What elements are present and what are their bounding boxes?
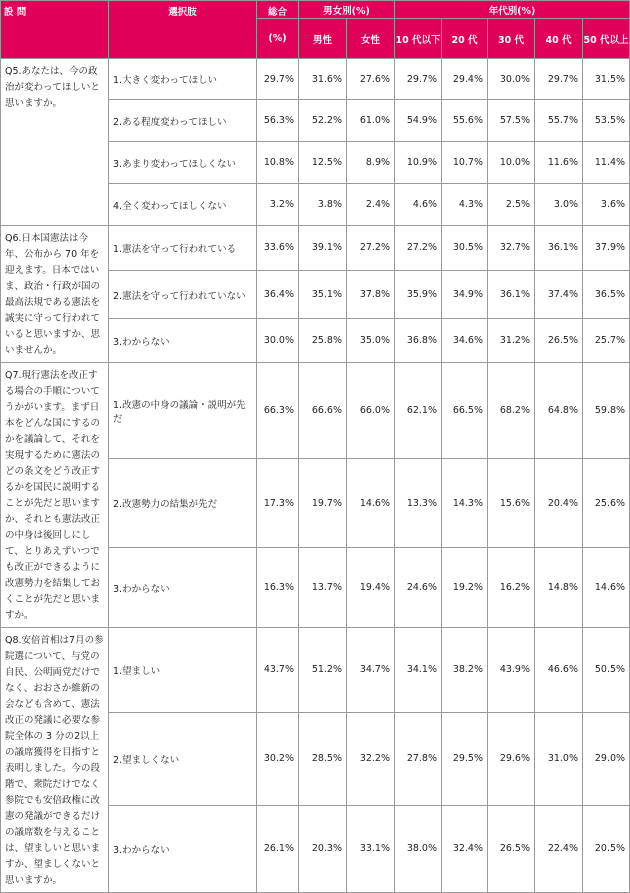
percent-cell: 10.8% bbox=[257, 142, 299, 184]
choice-label: 2.憲法を守って行われていない bbox=[109, 270, 257, 318]
table-row bbox=[1, 59, 630, 100]
percent-cell: 37.9% bbox=[583, 226, 630, 271]
percent-cell: 2.5% bbox=[488, 184, 535, 226]
percent-cell: 34.6% bbox=[442, 319, 488, 363]
choice-label: 3.わからない bbox=[109, 319, 257, 363]
header-age-20: 20 代 bbox=[442, 19, 488, 59]
choice-label: 3.わからない bbox=[109, 548, 257, 628]
header-total: 総合 bbox=[257, 1, 299, 19]
percent-cell: 34.9% bbox=[442, 270, 488, 318]
percent-cell: 14.3% bbox=[442, 459, 488, 548]
percent-cell: 30.0% bbox=[257, 319, 299, 363]
percent-cell: 30.0% bbox=[488, 59, 535, 100]
percent-cell: 62.1% bbox=[395, 363, 442, 459]
percent-cell: 15.6% bbox=[488, 459, 535, 548]
header-age-10: 10 代以下 bbox=[395, 19, 442, 59]
percent-cell: 68.2% bbox=[488, 363, 535, 459]
header-age-40: 40 代 bbox=[535, 19, 583, 59]
question-text: Q7.現行憲法を改正する場合の手順についてうかがいます。まず日本をどんな国にするのかを議論して、それを実現するために憲法のどの条文をどう改正するかを国民に説明することが先だと思いますか、それとも憲法改正の中身は後回しにして、とりあえずいつでも改正ができるように改憲勢力を結集しておくことが先だと思いますか。 bbox=[1, 363, 109, 628]
percent-cell: 64.8% bbox=[535, 363, 583, 459]
percent-cell: 12.5% bbox=[299, 142, 347, 184]
percent-cell: 26.1% bbox=[257, 805, 299, 892]
header-age-50: 50 代以上 bbox=[583, 19, 630, 59]
percent-cell: 27.6% bbox=[347, 59, 395, 100]
percent-cell: 3.0% bbox=[535, 184, 583, 226]
percent-cell: 29.4% bbox=[442, 59, 488, 100]
question-text: Q6.日本国憲法は今年、公布から 70 年を迎えます。日本ではいま、政治・行政が国の最高法規である憲法を誠実に守って行われていると思いますか、思いませんか。 bbox=[1, 226, 109, 363]
percent-cell: 13.3% bbox=[395, 459, 442, 548]
percent-cell: 34.7% bbox=[347, 628, 395, 713]
choice-label: 1.望ましい bbox=[109, 628, 257, 713]
choice-label: 2.改憲勢力の結集が先だ bbox=[109, 459, 257, 548]
percent-cell: 35.0% bbox=[347, 319, 395, 363]
percent-cell: 55.6% bbox=[442, 100, 488, 142]
percent-cell: 54.9% bbox=[395, 100, 442, 142]
percent-cell: 10.7% bbox=[442, 142, 488, 184]
percent-cell: 2.4% bbox=[347, 184, 395, 226]
survey-results-body bbox=[1, 59, 630, 893]
percent-cell: 53.5% bbox=[583, 100, 630, 142]
percent-cell: 27.2% bbox=[347, 226, 395, 271]
question-text: Q5.あなたは、今の政治が変わってほしいと思いますか。 bbox=[1, 59, 109, 226]
percent-cell: 25.7% bbox=[583, 319, 630, 363]
percent-cell: 61.0% bbox=[347, 100, 395, 142]
percent-cell: 19.2% bbox=[442, 548, 488, 628]
percent-cell: 32.4% bbox=[442, 805, 488, 892]
percent-cell: 33.6% bbox=[257, 226, 299, 271]
header-female: 女性 bbox=[347, 19, 395, 59]
percent-cell: 56.3% bbox=[257, 100, 299, 142]
percent-cell: 66.0% bbox=[347, 363, 395, 459]
percent-cell: 66.5% bbox=[442, 363, 488, 459]
percent-cell: 37.4% bbox=[535, 270, 583, 318]
percent-cell: 3.2% bbox=[257, 184, 299, 226]
choice-label: 1.改憲の中身の議論・説明が先だ bbox=[109, 363, 257, 459]
percent-cell: 26.5% bbox=[535, 319, 583, 363]
percent-cell: 4.3% bbox=[442, 184, 488, 226]
table-row bbox=[1, 363, 630, 459]
percent-cell: 66.3% bbox=[257, 363, 299, 459]
percent-cell: 4.6% bbox=[395, 184, 442, 226]
percent-cell: 46.6% bbox=[535, 628, 583, 713]
choice-label: 3.わからない bbox=[109, 805, 257, 892]
percent-cell: 27.2% bbox=[395, 226, 442, 271]
percent-cell: 10.9% bbox=[395, 142, 442, 184]
choice-label: 2.望ましくない bbox=[109, 712, 257, 805]
choice-label: 3.あまり変わってほしくない bbox=[109, 142, 257, 184]
percent-cell: 36.5% bbox=[583, 270, 630, 318]
percent-cell: 50.5% bbox=[583, 628, 630, 713]
percent-cell: 38.2% bbox=[442, 628, 488, 713]
header-gender: 男女別(%) bbox=[299, 1, 395, 19]
choice-label: 1.大きく変わってほしい bbox=[109, 59, 257, 100]
percent-cell: 35.9% bbox=[395, 270, 442, 318]
percent-cell: 34.1% bbox=[395, 628, 442, 713]
percent-cell: 19.4% bbox=[347, 548, 395, 628]
header-question: 設 問 bbox=[1, 1, 109, 59]
percent-cell: 25.8% bbox=[299, 319, 347, 363]
percent-cell: 19.7% bbox=[299, 459, 347, 548]
percent-cell: 59.8% bbox=[583, 363, 630, 459]
percent-cell: 36.1% bbox=[535, 226, 583, 271]
percent-cell: 28.5% bbox=[299, 712, 347, 805]
percent-cell: 20.3% bbox=[299, 805, 347, 892]
percent-cell: 29.7% bbox=[535, 59, 583, 100]
percent-cell: 24.6% bbox=[395, 548, 442, 628]
percent-cell: 27.8% bbox=[395, 712, 442, 805]
percent-cell: 26.5% bbox=[488, 805, 535, 892]
percent-cell: 14.6% bbox=[583, 548, 630, 628]
percent-cell: 33.1% bbox=[347, 805, 395, 892]
percent-cell: 17.3% bbox=[257, 459, 299, 548]
percent-cell: 31.6% bbox=[299, 59, 347, 100]
header-choice: 選択肢 bbox=[109, 1, 257, 59]
percent-cell: 22.4% bbox=[535, 805, 583, 892]
percent-cell: 25.6% bbox=[583, 459, 630, 548]
percent-cell: 43.9% bbox=[488, 628, 535, 713]
percent-cell: 29.7% bbox=[257, 59, 299, 100]
percent-cell: 20.4% bbox=[535, 459, 583, 548]
header-age-30: 30 代 bbox=[488, 19, 535, 59]
percent-cell: 39.1% bbox=[299, 226, 347, 271]
percent-cell: 57.5% bbox=[488, 100, 535, 142]
table-row bbox=[1, 226, 630, 271]
percent-cell: 20.5% bbox=[583, 805, 630, 892]
choice-label: 1.憲法を守って行われている bbox=[109, 226, 257, 271]
header-male: 男性 bbox=[299, 19, 347, 59]
percent-cell: 30.2% bbox=[257, 712, 299, 805]
percent-cell: 43.7% bbox=[257, 628, 299, 713]
percent-cell: 36.1% bbox=[488, 270, 535, 318]
percent-cell: 8.9% bbox=[347, 142, 395, 184]
table-row bbox=[1, 628, 630, 713]
header-total-unit: (%) bbox=[257, 19, 299, 59]
percent-cell: 32.2% bbox=[347, 712, 395, 805]
percent-cell: 32.7% bbox=[488, 226, 535, 271]
percent-cell: 29.5% bbox=[442, 712, 488, 805]
percent-cell: 35.1% bbox=[299, 270, 347, 318]
percent-cell: 37.8% bbox=[347, 270, 395, 318]
percent-cell: 52.2% bbox=[299, 100, 347, 142]
percent-cell: 16.3% bbox=[257, 548, 299, 628]
percent-cell: 11.6% bbox=[535, 142, 583, 184]
percent-cell: 31.2% bbox=[488, 319, 535, 363]
percent-cell: 51.2% bbox=[299, 628, 347, 713]
percent-cell: 29.6% bbox=[488, 712, 535, 805]
percent-cell: 11.4% bbox=[583, 142, 630, 184]
percent-cell: 31.5% bbox=[583, 59, 630, 100]
percent-cell: 29.7% bbox=[395, 59, 442, 100]
percent-cell: 36.4% bbox=[257, 270, 299, 318]
percent-cell: 3.6% bbox=[583, 184, 630, 226]
percent-cell: 10.0% bbox=[488, 142, 535, 184]
percent-cell: 3.8% bbox=[299, 184, 347, 226]
percent-cell: 14.6% bbox=[347, 459, 395, 548]
percent-cell: 30.5% bbox=[442, 226, 488, 271]
choice-label: 4.全く変わってほしくない bbox=[109, 184, 257, 226]
choice-label: 2.ある程度変わってほしい bbox=[109, 100, 257, 142]
percent-cell: 55.7% bbox=[535, 100, 583, 142]
percent-cell: 66.6% bbox=[299, 363, 347, 459]
percent-cell: 36.8% bbox=[395, 319, 442, 363]
percent-cell: 31.0% bbox=[535, 712, 583, 805]
header-age: 年代別(%) bbox=[395, 1, 630, 19]
percent-cell: 38.0% bbox=[395, 805, 442, 892]
question-text: Q8.安倍首相は7月の参院選について、与党の自民、公明両党だけでなく、おおさか維新の会なども含めて、憲法改正の発議に必要な参院全体の 3 分の2以上の議席獲得を目指すと表明しました。今の段階で、衆院だけでなく参院でも安倍政権に改憲の発議ができるだけの議席数を与えることは、望ましいと思いますか、望ましくないと思いますか。 bbox=[1, 628, 109, 893]
percent-cell: 16.2% bbox=[488, 548, 535, 628]
percent-cell: 29.0% bbox=[583, 712, 630, 805]
percent-cell: 13.7% bbox=[299, 548, 347, 628]
percent-cell: 14.8% bbox=[535, 548, 583, 628]
